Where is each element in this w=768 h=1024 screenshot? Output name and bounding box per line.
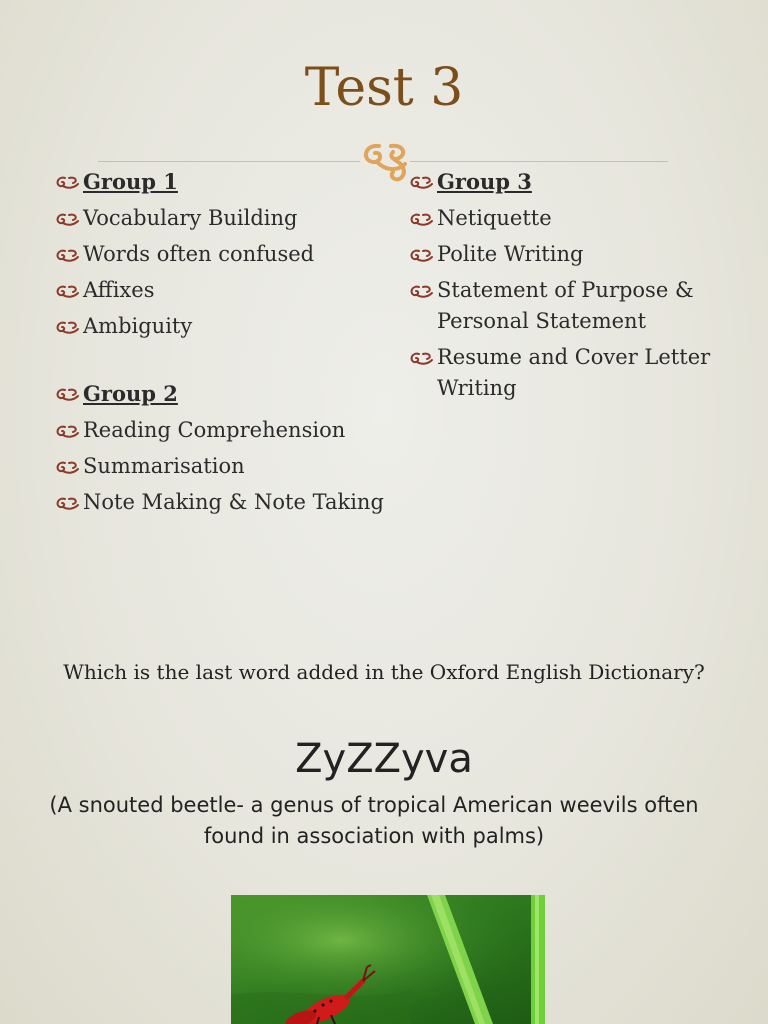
list-item-label: Polite Writing bbox=[437, 242, 584, 266]
flourish-bullet-icon bbox=[54, 284, 80, 299]
list-item-label: Affixes bbox=[83, 278, 155, 302]
divider-line-left bbox=[98, 161, 360, 162]
list-item bbox=[408, 342, 738, 404]
list-item bbox=[54, 239, 384, 270]
flourish-bullet-icon bbox=[408, 351, 434, 366]
quiz-question: Which is the last word added in the Oxford English Dictionary? bbox=[63, 660, 705, 684]
flourish-bullet-icon bbox=[408, 248, 434, 263]
flourish-bullet-icon bbox=[408, 212, 434, 227]
list-item-label: Statement of Purpose & Personal Statement bbox=[437, 278, 694, 333]
flourish-bullet-icon bbox=[54, 387, 80, 402]
weevil-photo bbox=[231, 895, 545, 1024]
flourish-bullet-icon bbox=[408, 284, 434, 299]
quiz-answer-description: (A snouted beetle- a genus of tropical American weevils often found in association with palms) bbox=[49, 793, 699, 848]
flourish-bullet-icon bbox=[54, 248, 80, 263]
flourish-bullet-icon bbox=[54, 424, 80, 439]
group-list-left bbox=[54, 166, 384, 523]
flourish-bullet-icon bbox=[54, 320, 80, 335]
list-item bbox=[408, 239, 738, 270]
list-item-label: Netiquette bbox=[437, 206, 552, 230]
group-list-right bbox=[408, 166, 738, 409]
list-item bbox=[408, 275, 738, 337]
quiz-answer: ZyZZyva bbox=[295, 736, 473, 782]
flourish-bullet-icon bbox=[54, 175, 80, 190]
flourish-bullet-icon bbox=[54, 212, 80, 227]
divider-line-right bbox=[410, 161, 668, 162]
flourish-bullet-icon bbox=[54, 496, 80, 511]
list-item-label: Note Making & Note Taking bbox=[83, 490, 384, 514]
list-item-label: Reading Comprehension bbox=[83, 418, 346, 442]
list-item bbox=[54, 415, 384, 446]
flourish-bullet-icon bbox=[54, 460, 80, 475]
group-heading bbox=[54, 166, 384, 198]
list-item-label: Summarisation bbox=[83, 454, 245, 478]
flourish-bullet-icon bbox=[408, 175, 434, 190]
group-heading bbox=[408, 166, 738, 198]
group-heading-label: Group 1 bbox=[83, 169, 178, 194]
weevil-photo-image bbox=[231, 895, 545, 1024]
group-heading-label: Group 3 bbox=[437, 169, 532, 194]
list-item bbox=[54, 275, 384, 306]
list-item bbox=[54, 451, 384, 482]
list-item bbox=[408, 203, 738, 234]
list-item bbox=[54, 311, 384, 342]
list-item bbox=[54, 487, 384, 518]
list-item bbox=[54, 203, 384, 234]
slide-title: Test 3 bbox=[304, 58, 464, 118]
list-item-label: Ambiguity bbox=[83, 314, 193, 338]
list-item-label: Resume and Cover Letter Writing bbox=[437, 345, 711, 400]
list-item-label: Words often confused bbox=[83, 242, 315, 266]
list-item-label: Vocabulary Building bbox=[83, 206, 298, 230]
group-heading-label: Group 2 bbox=[83, 381, 178, 406]
group-heading bbox=[54, 378, 384, 410]
